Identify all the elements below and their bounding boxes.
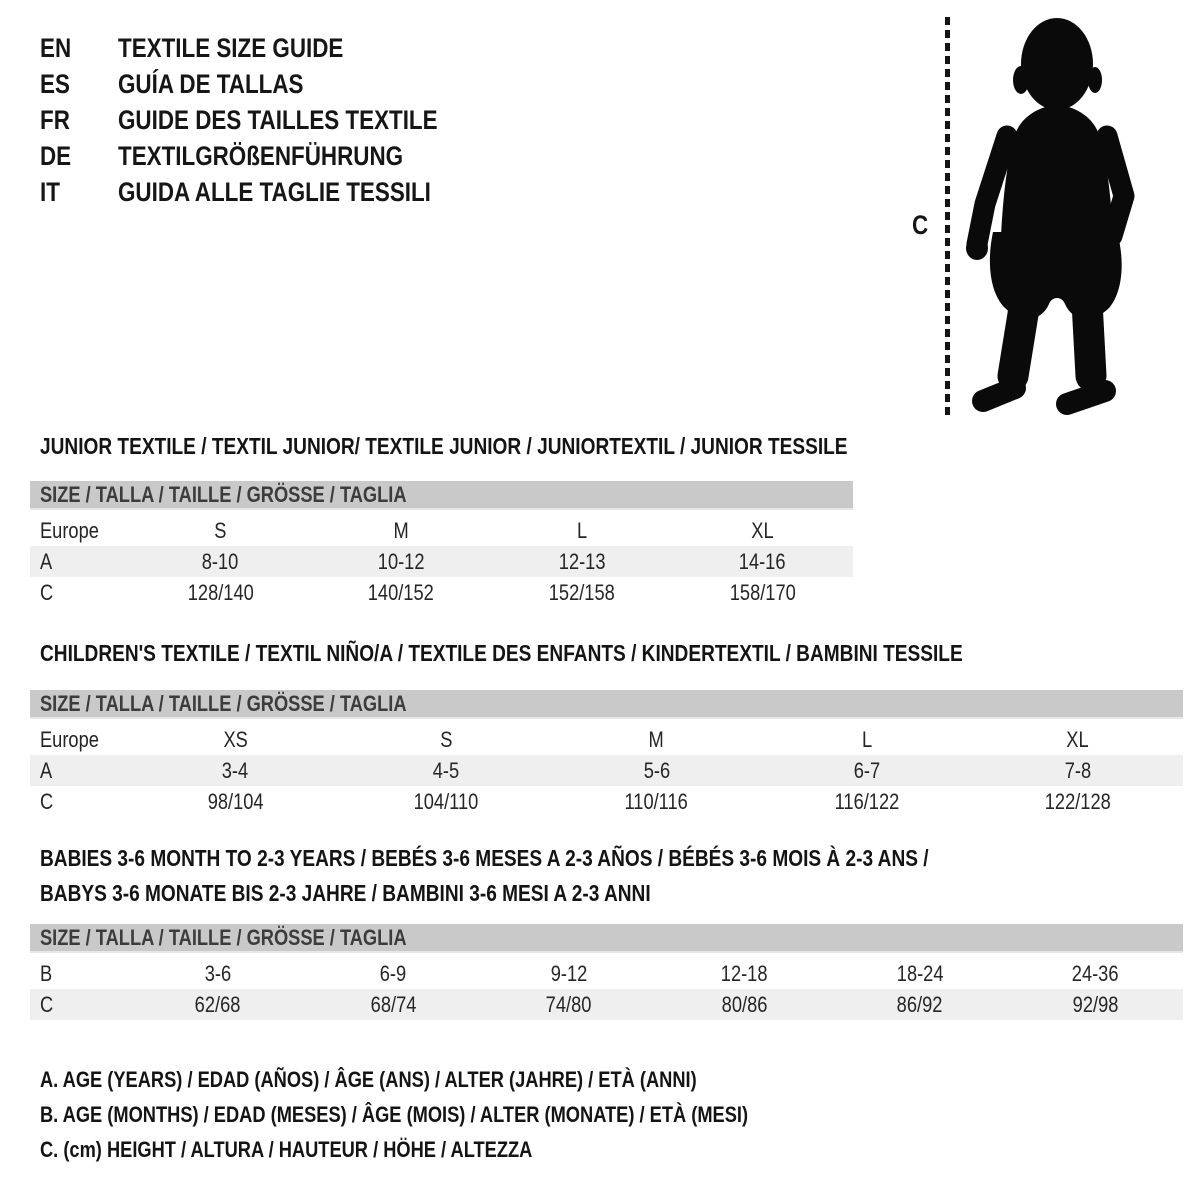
cell-text: 6-7 xyxy=(853,757,881,783)
cell-text: 62/68 xyxy=(194,991,241,1017)
height-measure-dashed-line xyxy=(945,17,950,417)
guide-title-es: GUÍA DE TALLAS xyxy=(118,68,304,99)
cell xyxy=(306,992,482,1018)
language-title-list xyxy=(40,30,503,210)
cell-text: M xyxy=(393,517,409,543)
cell-text: L xyxy=(861,726,873,752)
cell-text: 3-4 xyxy=(222,757,249,783)
babies-section-title-line2 xyxy=(40,880,776,907)
guide-title-it: GUIDA ALLE TAGLIE TESSILI xyxy=(118,176,431,207)
row-label-text: C xyxy=(40,579,54,605)
cell-text: 86/92 xyxy=(896,991,943,1017)
language-row-fr xyxy=(40,102,503,138)
row-label-text: C xyxy=(40,991,54,1017)
table-row-age-years xyxy=(30,755,1183,786)
cell xyxy=(341,727,552,753)
language-row-en xyxy=(40,30,503,66)
cell-text: 14-16 xyxy=(739,548,786,574)
size-header-text: SIZE / TALLA / TAILLE / GRÖSSE / TAGLIA xyxy=(40,481,407,507)
size-header-text: SIZE / TALLA / TAILLE / GRÖSSE / TAGLIA xyxy=(40,924,407,950)
cell xyxy=(130,789,341,815)
cell-text: L xyxy=(576,517,587,543)
row-label xyxy=(30,727,130,753)
table-row-height-cm xyxy=(30,786,1183,817)
cell-text: XS xyxy=(223,726,248,752)
cell-text: 116/122 xyxy=(834,788,900,814)
table-row-height-cm xyxy=(30,989,1183,1020)
row-label xyxy=(30,961,130,987)
guide-title-en: TEXTILE SIZE GUIDE xyxy=(118,32,344,63)
cell xyxy=(672,518,853,544)
junior-section-title xyxy=(40,433,1013,460)
cell xyxy=(130,727,341,753)
junior-section-title-text: JUNIOR TEXTILE / TEXTIL JUNIOR/ TEXTILE JUNIOR / JUNIORTEXTIL / JUNIOR TESSILE xyxy=(40,433,848,459)
cell xyxy=(311,518,492,544)
cell xyxy=(492,549,673,575)
cell-text: 9-12 xyxy=(550,960,588,986)
legend-line-c-text: C. (cm) HEIGHT / ALTURA / HAUTEUR / HÖHE / ALTEZZA xyxy=(40,1136,533,1162)
cell-text: 4-5 xyxy=(432,757,460,783)
row-label-text: A xyxy=(40,757,53,783)
cell xyxy=(551,789,762,815)
row-label-text: Europe xyxy=(40,517,99,543)
babies-section-title-line1 xyxy=(40,845,1111,872)
language-row-de xyxy=(40,138,503,174)
row-label xyxy=(30,758,130,784)
language-code xyxy=(40,141,118,172)
cell-text: XL xyxy=(1066,726,1089,752)
cell xyxy=(130,580,311,606)
cell xyxy=(762,727,973,753)
cell-text: 74/80 xyxy=(545,991,592,1017)
row-label-text: B xyxy=(40,960,53,986)
cell xyxy=(657,992,833,1018)
row-label-text: Europe xyxy=(40,726,99,752)
cell xyxy=(1008,961,1184,987)
cell-text: 92/98 xyxy=(1072,991,1119,1017)
row-label-text: A xyxy=(40,548,53,574)
cell xyxy=(832,961,1008,987)
babies-size-table xyxy=(30,924,1183,1020)
cell xyxy=(762,789,973,815)
cell xyxy=(1008,992,1184,1018)
language-code xyxy=(40,177,118,208)
language-code xyxy=(40,105,118,136)
cell-text: 104/110 xyxy=(413,788,479,814)
legend-line-b-text: B. AGE (MONTHS) / EDAD (MESES) / ÂGE (MOIS) / ALTER (MONATE) / ETÀ (MESI) xyxy=(40,1101,749,1127)
cell xyxy=(657,961,833,987)
row-label xyxy=(30,789,130,815)
row-label xyxy=(30,518,130,544)
table-row-age-years xyxy=(30,546,853,577)
language-row-es xyxy=(40,66,503,102)
cell xyxy=(130,961,306,987)
toddler-silhouette-icon xyxy=(963,14,1135,422)
cell-text: 122/128 xyxy=(1044,788,1111,814)
cell-text: 140/152 xyxy=(368,579,435,605)
language-code xyxy=(40,69,118,100)
cell-text: XL xyxy=(751,517,774,543)
height-measure-label-text: C xyxy=(912,210,929,240)
cell-text: 18-24 xyxy=(896,960,944,986)
cell-text: M xyxy=(648,726,665,752)
table-row-height-cm xyxy=(30,577,853,608)
legend-line-a xyxy=(40,1062,893,1097)
cell-text: S xyxy=(214,517,227,543)
row-label xyxy=(30,992,130,1018)
height-measure-label xyxy=(912,210,932,241)
language-code-text: FR xyxy=(40,104,70,135)
size-header-text: SIZE / TALLA / TAILLE / GRÖSSE / TAGLIA xyxy=(40,690,407,716)
cell xyxy=(481,961,657,987)
cell xyxy=(341,789,552,815)
cell xyxy=(551,727,762,753)
guide-title-de: TEXTILGRÖßENFÜHRUNG xyxy=(118,140,404,171)
cell-text: 128/140 xyxy=(187,579,254,605)
size-header-bar xyxy=(30,924,1183,953)
cell-text: 110/116 xyxy=(624,788,689,814)
language-code-text: EN xyxy=(40,32,72,63)
cell xyxy=(341,758,552,784)
cell-text: 7-8 xyxy=(1064,757,1091,783)
row-label-text: C xyxy=(40,788,54,814)
cell xyxy=(762,758,973,784)
cell-text: 6-9 xyxy=(380,960,407,986)
measurement-legend xyxy=(40,1062,893,1167)
cell-text: 5-6 xyxy=(643,757,670,783)
cell-text: 98/104 xyxy=(207,788,264,814)
row-label xyxy=(30,549,130,575)
cell-text: 68/74 xyxy=(370,991,417,1017)
cell xyxy=(672,549,853,575)
size-header-bar xyxy=(30,481,853,510)
legend-line-a-text: A. AGE (YEARS) / EDAD (AÑOS) / ÂGE (ANS) / ALTER (JAHRE) / ETÀ (ANNI) xyxy=(40,1066,697,1092)
cell-text: 10-12 xyxy=(377,548,425,574)
cell xyxy=(130,758,341,784)
cell xyxy=(972,727,1183,753)
cell xyxy=(492,580,673,606)
table-row-age-months xyxy=(30,958,1183,989)
cell-text: 158/170 xyxy=(729,579,796,605)
cell-text: 12-18 xyxy=(720,960,768,986)
cell xyxy=(130,518,311,544)
children-size-table xyxy=(30,690,1183,817)
guide-title-fr: GUIDE DES TAILLES TEXTILE xyxy=(118,104,438,135)
cell-text: 8-10 xyxy=(202,548,239,574)
cell-text: 3-6 xyxy=(204,960,231,986)
cell xyxy=(311,580,492,606)
cell xyxy=(551,758,762,784)
language-row-it xyxy=(40,174,503,210)
legend-line-c xyxy=(40,1132,893,1167)
cell xyxy=(672,580,853,606)
language-code-text: IT xyxy=(40,176,60,207)
row-label xyxy=(30,580,130,606)
cell-text: S xyxy=(439,726,452,752)
table-row-europe xyxy=(30,724,1183,755)
cell xyxy=(492,518,673,544)
cell xyxy=(130,549,311,575)
babies-section-title-line2-text: BABYS 3-6 MONATE BIS 2-3 JAHRE / BAMBINI 3-6 MESI A 2-3 ANNI xyxy=(40,880,651,906)
cell xyxy=(832,992,1008,1018)
junior-size-table xyxy=(30,481,853,608)
language-code-text: DE xyxy=(40,140,72,171)
table-row-europe xyxy=(30,515,853,546)
cell xyxy=(972,758,1183,784)
language-code-text: ES xyxy=(40,68,70,99)
legend-line-b xyxy=(40,1097,893,1132)
cell-text: 12-13 xyxy=(558,548,606,574)
cell xyxy=(311,549,492,575)
size-header-bar xyxy=(30,690,1183,719)
cell xyxy=(481,992,657,1018)
cell-text: 80/86 xyxy=(721,991,768,1017)
children-section-title-text: CHILDREN'S TEXTILE / TEXTIL NIÑO/A / TEXTILE DES ENFANTS / KINDERTEXTIL / BAMBINI TESSILE xyxy=(40,640,963,666)
children-section-title xyxy=(40,640,1152,667)
cell xyxy=(306,961,482,987)
language-code xyxy=(40,33,118,64)
cell-text: 152/158 xyxy=(548,579,615,605)
cell-text: 24-36 xyxy=(1071,960,1119,986)
cell xyxy=(972,789,1183,815)
cell xyxy=(130,992,306,1018)
babies-section-title-line1-text: BABIES 3-6 MONTH TO 2-3 YEARS / BEBÉS 3-6 MESES A 2-3 AÑOS / BÉBÉS 3-6 MOIS À 2-3 ANS / xyxy=(40,845,929,871)
